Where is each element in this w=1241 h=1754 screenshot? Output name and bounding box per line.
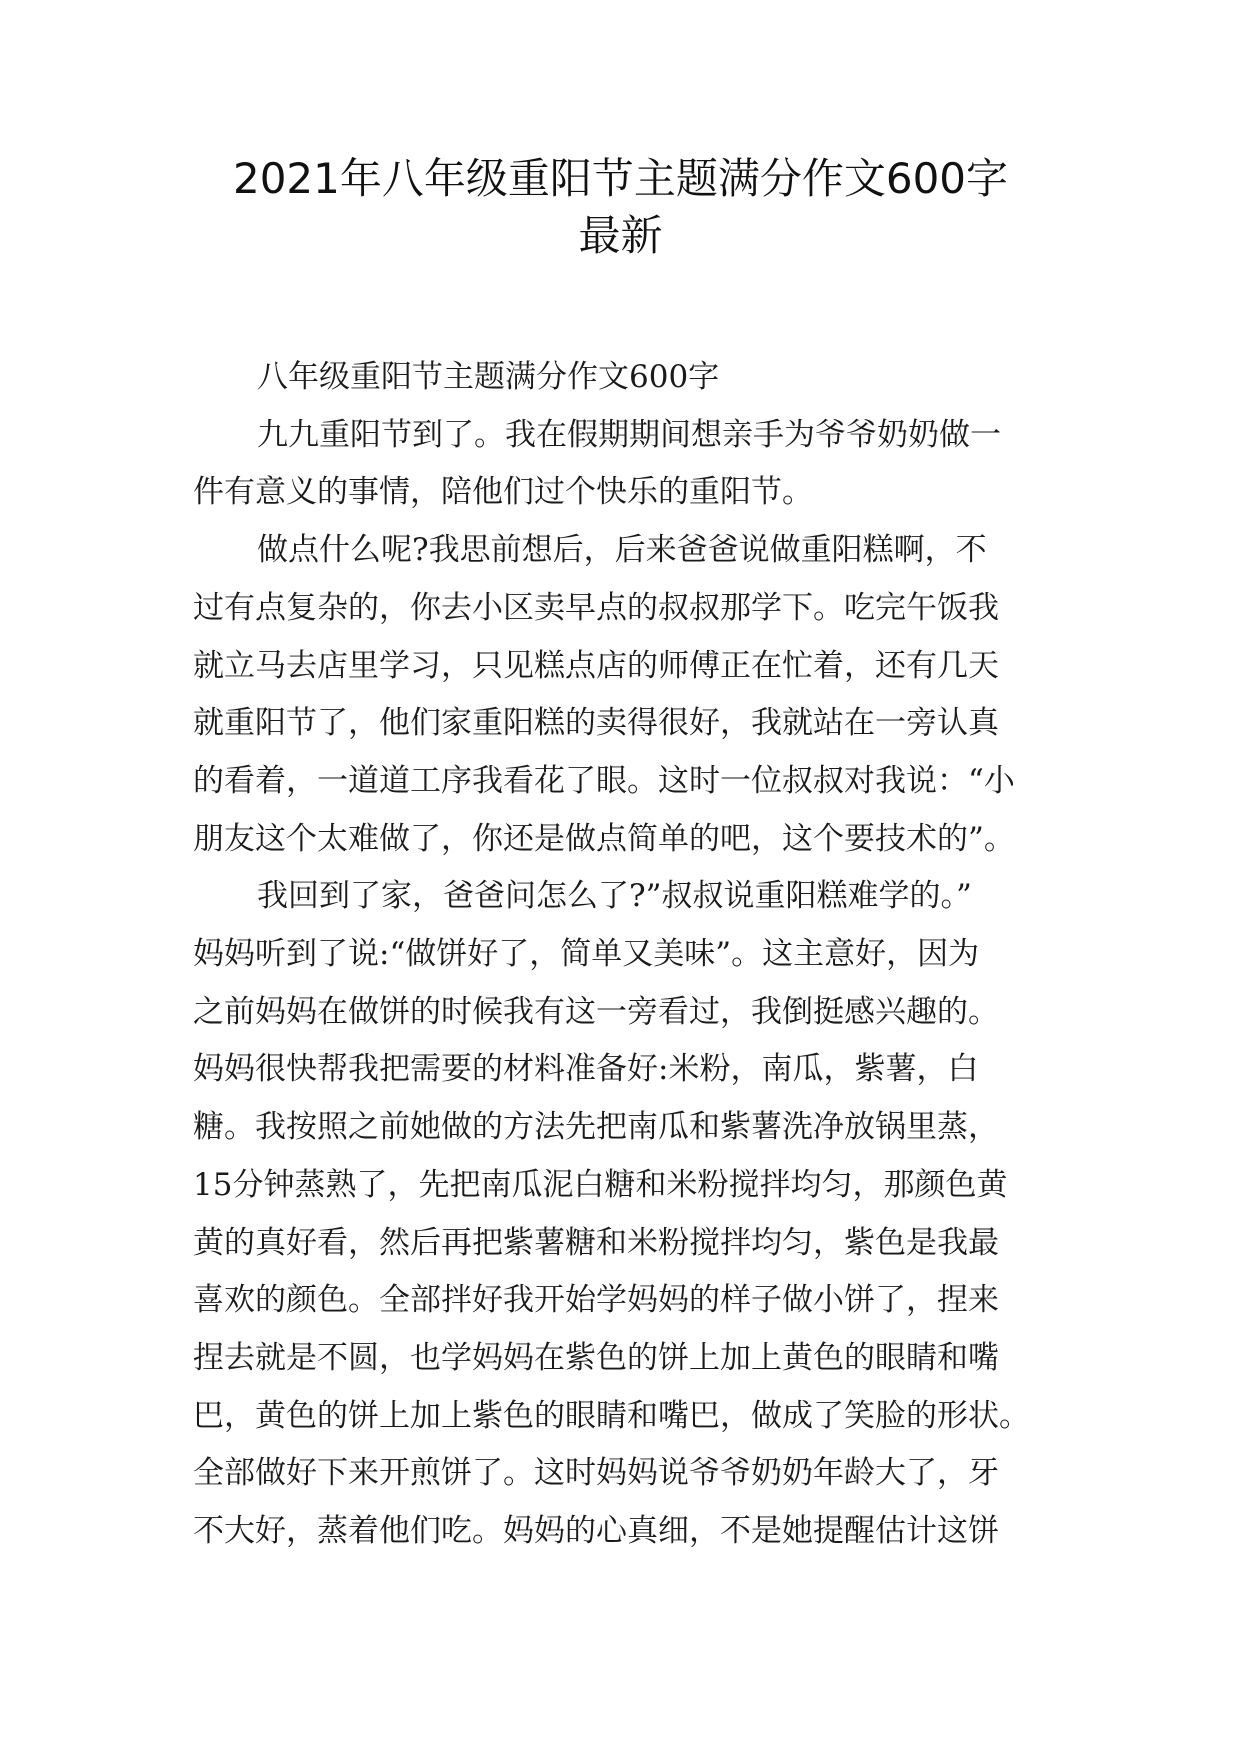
text-line: 糖。我按照之前她做的方法先把南瓜和紫薯洗净放锅里蒸， [193, 1109, 999, 1146]
text-line: 八年级重阳节主题满分作文600字 [257, 359, 720, 395]
title-line: 最新 [578, 211, 663, 260]
text-line: 黄的真好看，然后再把紫薯糖和米粉搅拌均匀，紫色是我最 [193, 1224, 999, 1261]
document-title [150, 150, 1091, 264]
text-line: 的看着，一道道工序我看花了眼。这时一位叔叔对我说：“小 [193, 762, 1015, 799]
text-line: 过有点复杂的，你去小区卖早点的叔叔那学下。吃完午饭我 [193, 589, 999, 626]
text-line: 15分钟蒸熟了，先把南瓜泥白糖和米粉搅拌均匀，那颜色黄 [193, 1166, 1008, 1203]
title-line: 2021年八年级重阳节主题满分作文600字 [232, 154, 1009, 203]
paragraph-subtitle [193, 349, 1057, 407]
text-line: 就立马去店里学习，只见糕点店的师傅正在忙着，还有几天 [193, 647, 999, 684]
document-body [193, 349, 1057, 1561]
paragraph [193, 407, 1057, 522]
text-line: 九九重阳节到了。我在假期期间想亲手为爷爷奶奶做一 [257, 416, 1001, 453]
text-line: 件有意义的事情，陪他们过个快乐的重阳节。 [193, 474, 813, 511]
text-line: 全部做好下来开煎饼了。这时妈妈说爷爷奶奶年龄大了，牙 [193, 1455, 999, 1492]
paragraph [193, 868, 1057, 1560]
text-line: 就重阳节了，他们家重阳糕的卖得很好，我就站在一旁认真 [193, 705, 999, 742]
text-line: 我回到了家，爸爸问怎么了?”叔叔说重阳糕难学的。” [257, 878, 972, 915]
text-line: 捏去就是不圆，也学妈妈在紫色的饼上加上黄色的眼睛和嘴 [193, 1339, 999, 1376]
text-line: 朋友这个太难做了，你还是做点简单的吧，这个要技术的”。 [193, 820, 1015, 857]
text-line: 巴，黄色的饼上加上紫色的眼睛和嘴巴，做成了笑脸的形状。 [193, 1397, 1030, 1434]
text-line: 妈妈听到了说:“做饼好了，简单又美味”。这主意好，因为 [193, 936, 980, 973]
text-line: 不大好，蒸着他们吃。妈妈的心真细，不是她提醒估计这饼 [193, 1513, 999, 1550]
text-line: 喜欢的颜色。全部拌好我开始学妈妈的样子做小饼了，捏来 [193, 1282, 999, 1319]
text-line: 之前妈妈在做饼的时候我有这一旁看过，我倒挺感兴趣的。 [193, 993, 999, 1030]
paragraph [193, 522, 1057, 868]
text-line: 妈妈很快帮我把需要的材料准备好:米粉，南瓜，紫薯，白 [193, 1051, 979, 1088]
text-line: 做点什么呢?我思前想后，后来爸爸说做重阳糕啊，不 [257, 532, 987, 569]
